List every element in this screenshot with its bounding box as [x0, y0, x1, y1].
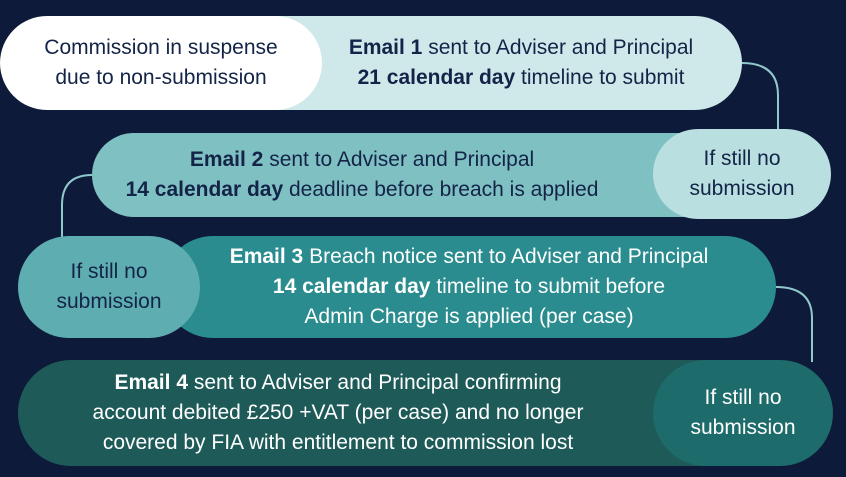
condition-1-line-1: If still no [703, 147, 781, 170]
condition-2-line-2: submission [56, 290, 162, 313]
step3-bold-deadline: 14 calendar day [272, 275, 431, 298]
condition-node-2 [18, 236, 200, 338]
step-email-3 [162, 236, 776, 338]
condition-1-line-2: submission [689, 177, 795, 200]
condition-node-1 [653, 129, 831, 219]
condition-3-line-1: If still no [704, 386, 782, 409]
step2-text: sent to Adviser and Principal [263, 148, 535, 171]
step3-deadline-text: timeline to submit before [430, 275, 666, 298]
condition-node-3 [653, 360, 833, 466]
step4-line-3: covered by FIA with entitlement to commission lost [102, 431, 574, 454]
start-node [0, 16, 322, 110]
step4-line-2: account debited £250 +VAT (per case) and no longer [92, 401, 584, 424]
step2-bold-title: Email 2 [189, 148, 264, 171]
connector-2-3 [62, 175, 92, 240]
condition-2-line-1: If still no [70, 260, 148, 283]
step3-text: Breach notice sent to Adviser and Principal [303, 245, 709, 268]
step1-bold-title: Email 1 [348, 36, 423, 59]
step3-bold-title: Email 3 [229, 245, 304, 268]
step1-deadline-text: timeline to submit [515, 66, 685, 89]
step1-bold-deadline: 21 calendar day [357, 66, 516, 89]
step2-deadline-text: deadline before breach is applied [283, 178, 599, 201]
condition-3-line-2: submission [690, 416, 796, 439]
step4-bold-title: Email 4 [114, 371, 188, 394]
connector-3-4 [776, 287, 812, 362]
step1-text: sent to Adviser and Principal [422, 36, 694, 59]
step3-line-3: Admin Charge is applied (per case) [304, 305, 634, 328]
step2-bold-deadline: 14 calendar day [125, 178, 284, 201]
start-line-1: Commission in suspense [44, 36, 278, 59]
connector-1-2 [742, 63, 778, 129]
start-line-2: due to non-submission [55, 66, 267, 89]
step4-text: sent to Adviser and Principal confirming [188, 371, 562, 394]
